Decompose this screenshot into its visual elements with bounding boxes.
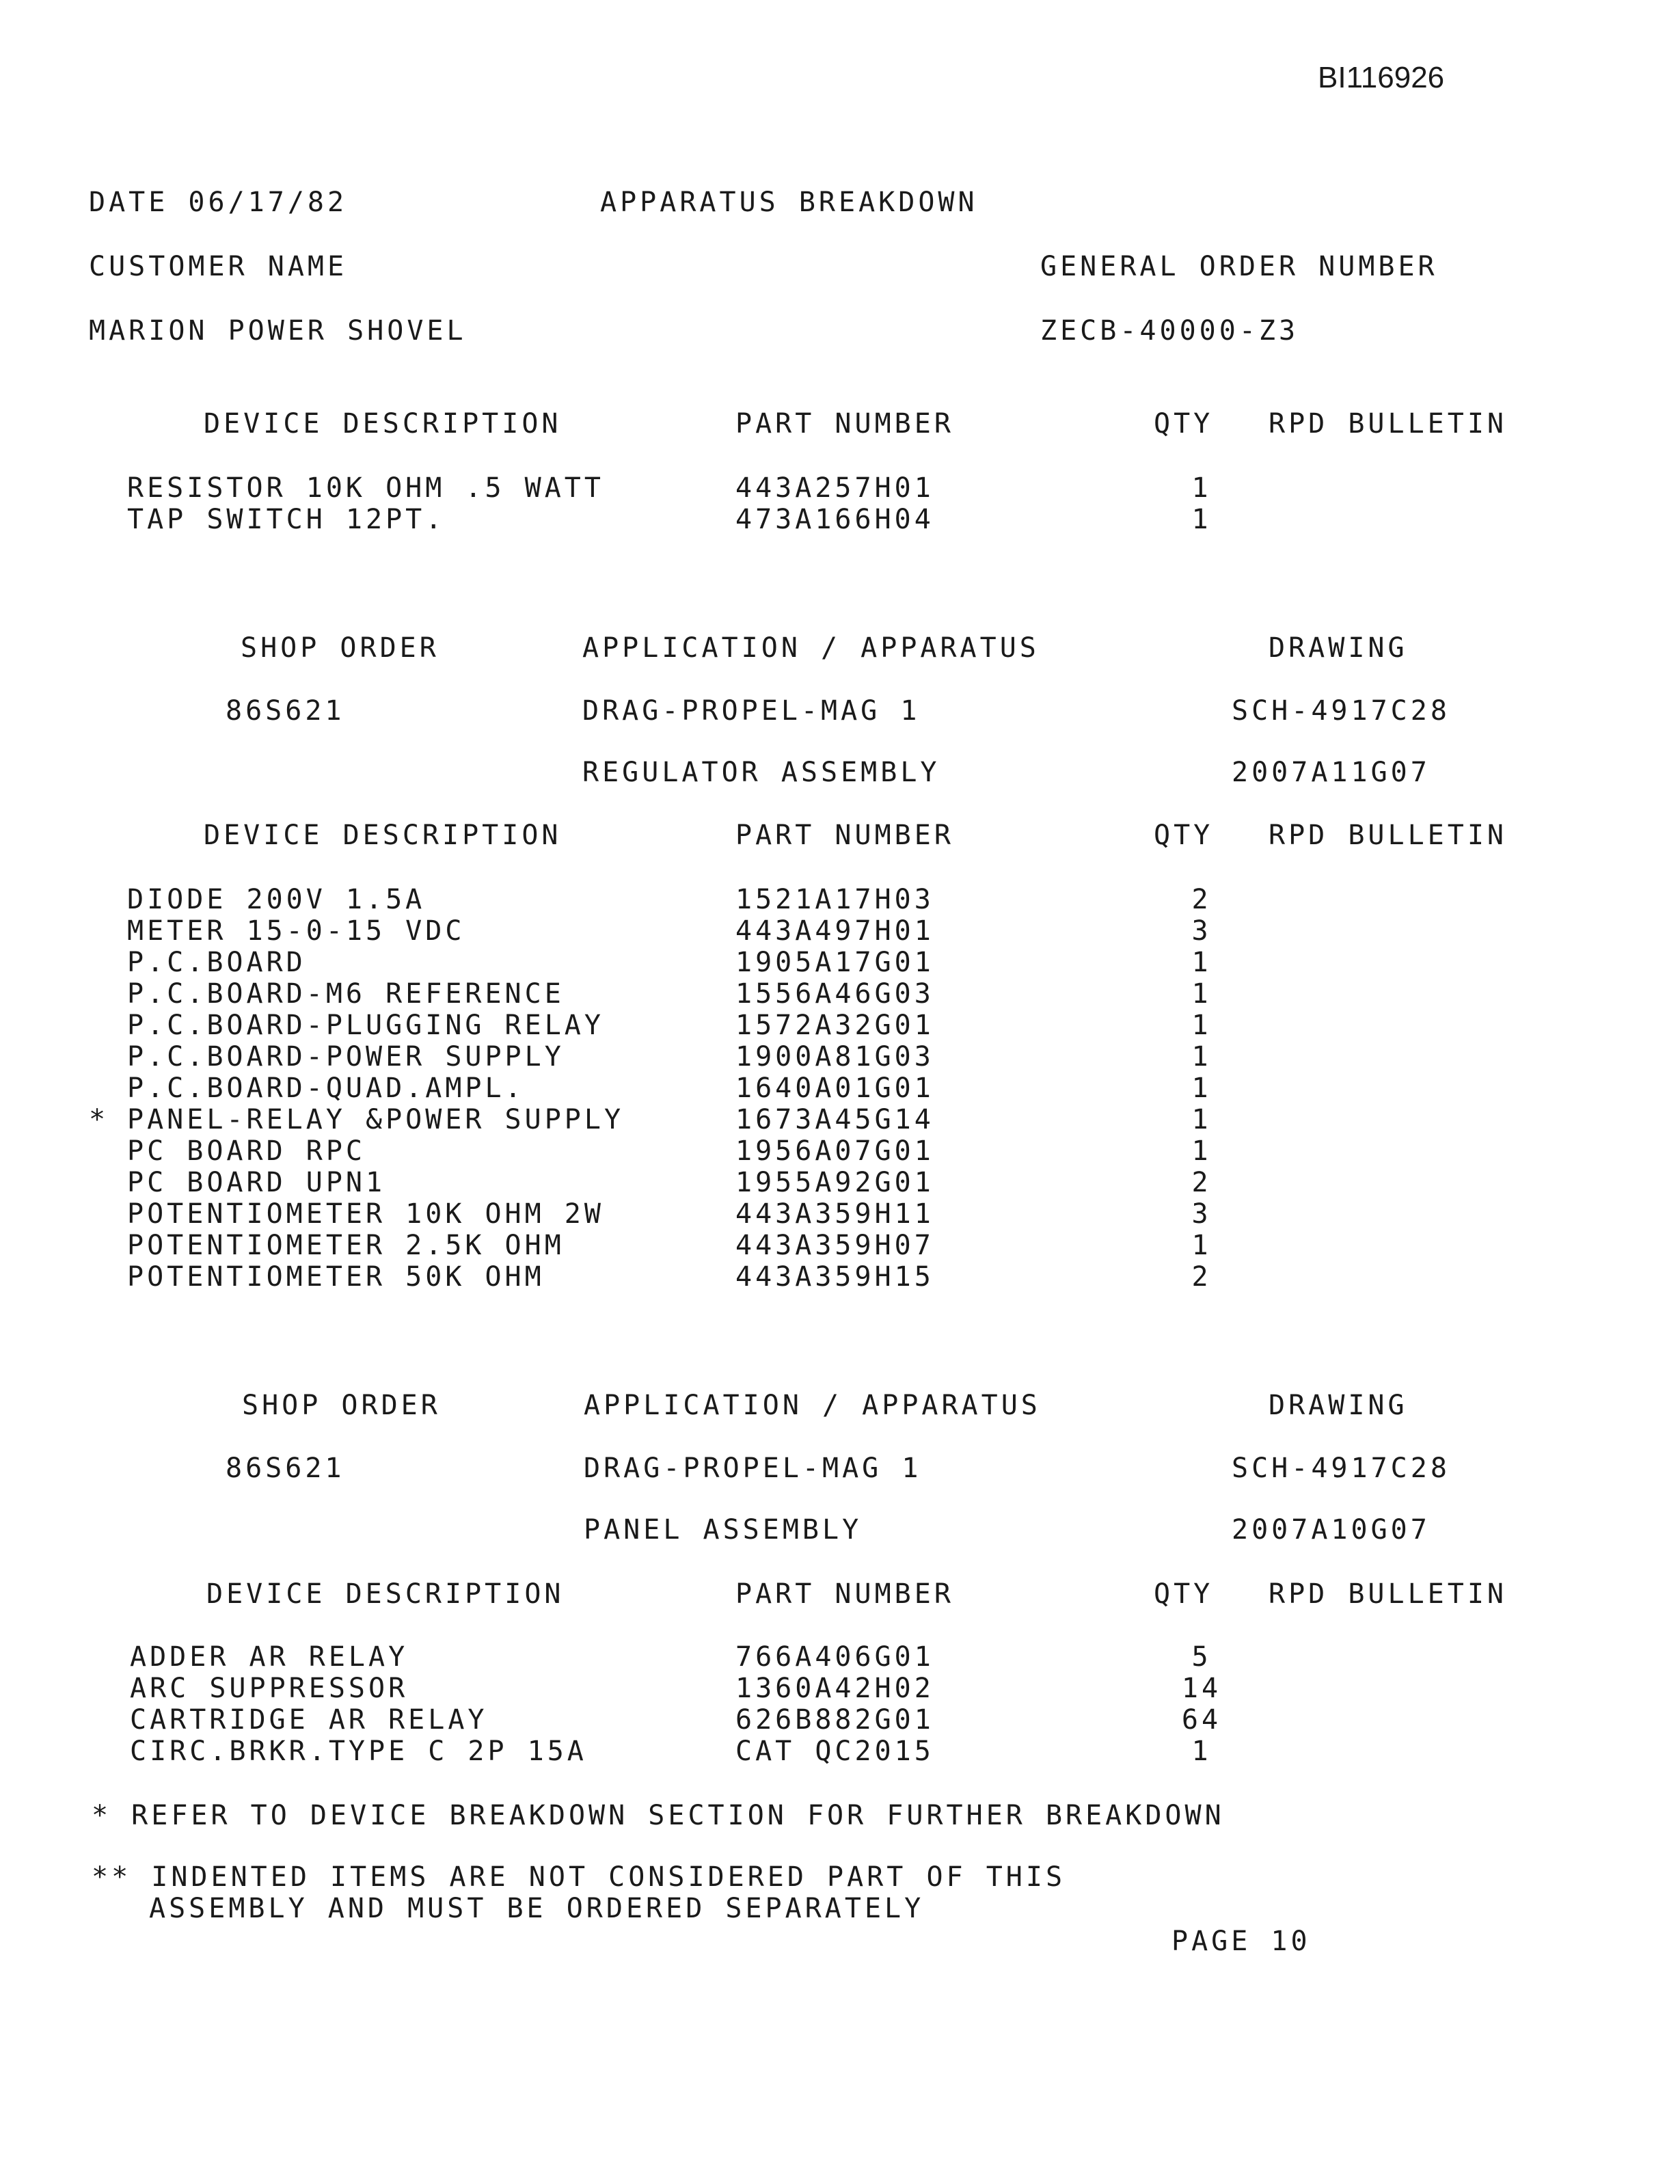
col-desc-header: DEVICE DESCRIPTION — [204, 408, 562, 440]
footnote-double-asterisk-line2: ASSEMBLY AND MUST BE ORDERED SEPARATELY — [149, 1893, 925, 1924]
row-qty: 1 — [1191, 504, 1212, 535]
row-desc: POTENTIOMETER 2.5K OHM — [127, 1230, 565, 1261]
row-desc: TAP SWITCH 12PT. — [127, 504, 446, 535]
row-qty: 3 — [1191, 915, 1212, 947]
col-qty-header: QTY — [1154, 820, 1214, 851]
col-rpd-header: RPD BULLETIN — [1269, 408, 1507, 440]
shop-order-value: 86S621 — [226, 1453, 345, 1484]
row-desc: CIRC.BRKR.TYPE C 2P 15A — [130, 1736, 587, 1767]
drawing-secondary-value: 2007A11G07 — [1232, 757, 1431, 788]
row-qty: 2 — [1191, 1167, 1212, 1198]
date-line: DATE 06/17/82 — [89, 187, 348, 218]
row-part: 1900A81G03 — [735, 1041, 934, 1073]
row-qty: 1 — [1191, 1104, 1212, 1135]
row-qty: 2 — [1191, 1261, 1212, 1293]
customer-label: CUSTOMER NAME — [89, 251, 348, 282]
application-label: APPLICATION / APPARATUS — [582, 632, 1040, 664]
row-part: 1360A42H02 — [735, 1673, 934, 1704]
col-rpd-header: RPD BULLETIN — [1269, 1578, 1507, 1610]
row-qty: 1 — [1191, 978, 1212, 1010]
drawing-label: DRAWING — [1269, 632, 1408, 664]
report-title: APPARATUS BREAKDOWN — [600, 187, 978, 218]
row-qty: 1 — [1191, 1041, 1212, 1073]
footnote-asterisk: * REFER TO DEVICE BREAKDOWN SECTION FOR FURTHER BREAKDOWN — [92, 1800, 1225, 1831]
application-value: DRAG-PROPEL-MAG 1 — [582, 695, 921, 727]
row-desc: ADDER AR RELAY — [130, 1641, 409, 1673]
row-qty: 1 — [1191, 1736, 1212, 1767]
row-desc: PC BOARD UPN1 — [127, 1167, 386, 1198]
row-qty: 5 — [1191, 1641, 1212, 1673]
drawing-value: SCH-4917C28 — [1232, 1453, 1450, 1484]
col-rpd-header: RPD BULLETIN — [1269, 820, 1507, 851]
shop-order-value: 86S621 — [226, 695, 345, 727]
col-part-header: PART NUMBER — [735, 408, 954, 440]
row-part: 626B882G01 — [735, 1704, 934, 1736]
row-desc: P.C.BOARD-M6 REFERENCE — [127, 978, 565, 1010]
row-qty: 1 — [1191, 1010, 1212, 1041]
row-mark-asterisk: * — [89, 1104, 109, 1135]
row-qty: 3 — [1191, 1198, 1212, 1230]
row-part: 1572A32G01 — [735, 1010, 934, 1041]
row-part: 443A359H15 — [735, 1261, 934, 1293]
row-part: 443A359H07 — [735, 1230, 934, 1261]
row-qty: 1 — [1191, 947, 1212, 978]
row-desc: PC BOARD RPC — [127, 1135, 366, 1167]
row-desc: P.C.BOARD-QUAD.AMPL. — [127, 1073, 525, 1104]
row-qty: 2 — [1191, 884, 1212, 915]
row-desc: P.C.BOARD-PLUGGING RELAY — [127, 1010, 604, 1041]
customer-value: MARION POWER SHOVEL — [89, 315, 467, 347]
row-desc: P.C.BOARD — [127, 947, 306, 978]
row-qty: 1 — [1191, 472, 1212, 504]
drawing-label: DRAWING — [1269, 1390, 1408, 1421]
apparatus-value: PANEL ASSEMBLY — [584, 1514, 863, 1546]
application-label: APPLICATION / APPARATUS — [584, 1390, 1041, 1421]
row-qty: 64 — [1181, 1704, 1222, 1736]
row-desc: RESISTOR 10K OHM .5 WATT — [127, 472, 604, 504]
row-part: 1673A45G14 — [735, 1104, 934, 1135]
row-qty: 1 — [1191, 1073, 1212, 1104]
footnote-double-asterisk-line1: ** INDENTED ITEMS ARE NOT CONSIDERED PART OF THIS — [92, 1861, 1066, 1893]
row-desc: POTENTIOMETER 50K OHM — [127, 1261, 545, 1293]
row-qty: 14 — [1181, 1673, 1222, 1704]
row-part: 443A257H01 — [735, 472, 934, 504]
row-part: 1956A07G01 — [735, 1135, 934, 1167]
shop-order-label: SHOP ORDER — [242, 1390, 441, 1421]
col-desc-header: DEVICE DESCRIPTION — [206, 1578, 565, 1610]
col-qty-header: QTY — [1154, 408, 1214, 440]
row-part: 1905A17G01 — [735, 947, 934, 978]
row-qty: 1 — [1191, 1135, 1212, 1167]
row-part: 473A166H04 — [735, 504, 934, 535]
row-part: 1640A01G01 — [735, 1073, 934, 1104]
application-value: DRAG-PROPEL-MAG 1 — [584, 1453, 922, 1484]
shop-order-label: SHOP ORDER — [241, 632, 439, 664]
order-value: ZECB-40000-Z3 — [1040, 315, 1299, 347]
row-part: 1556A46G03 — [735, 978, 934, 1010]
col-desc-header: DEVICE DESCRIPTION — [204, 820, 562, 851]
document-id: BI116926 — [1318, 61, 1445, 94]
apparatus-value: REGULATOR ASSEMBLY — [582, 757, 940, 788]
drawing-value: SCH-4917C28 — [1232, 695, 1450, 727]
row-desc: POTENTIOMETER 10K OHM 2W — [127, 1198, 604, 1230]
row-part: 766A406G01 — [735, 1641, 934, 1673]
row-part: CAT QC2015 — [735, 1736, 934, 1767]
row-part: 443A359H11 — [735, 1198, 934, 1230]
drawing-secondary-value: 2007A10G07 — [1232, 1514, 1431, 1546]
col-part-header: PART NUMBER — [735, 1578, 954, 1610]
row-desc: DIODE 200V 1.5A — [127, 884, 426, 915]
page-number: PAGE 10 — [1171, 1926, 1311, 1957]
row-desc: ARC SUPPRESSOR — [130, 1673, 409, 1704]
row-qty: 1 — [1191, 1230, 1212, 1261]
order-label: GENERAL ORDER NUMBER — [1040, 251, 1438, 282]
row-desc: CARTRIDGE AR RELAY — [130, 1704, 488, 1736]
row-desc: METER 15-0-15 VDC — [127, 915, 465, 947]
row-desc: PANEL-RELAY &POWER SUPPLY — [127, 1104, 625, 1135]
row-desc: P.C.BOARD-POWER SUPPLY — [127, 1041, 565, 1073]
col-qty-header: QTY — [1154, 1578, 1214, 1610]
col-part-header: PART NUMBER — [735, 820, 954, 851]
row-part: 1521A17H03 — [735, 884, 934, 915]
row-part: 443A497H01 — [735, 915, 934, 947]
row-part: 1955A92G01 — [735, 1167, 934, 1198]
